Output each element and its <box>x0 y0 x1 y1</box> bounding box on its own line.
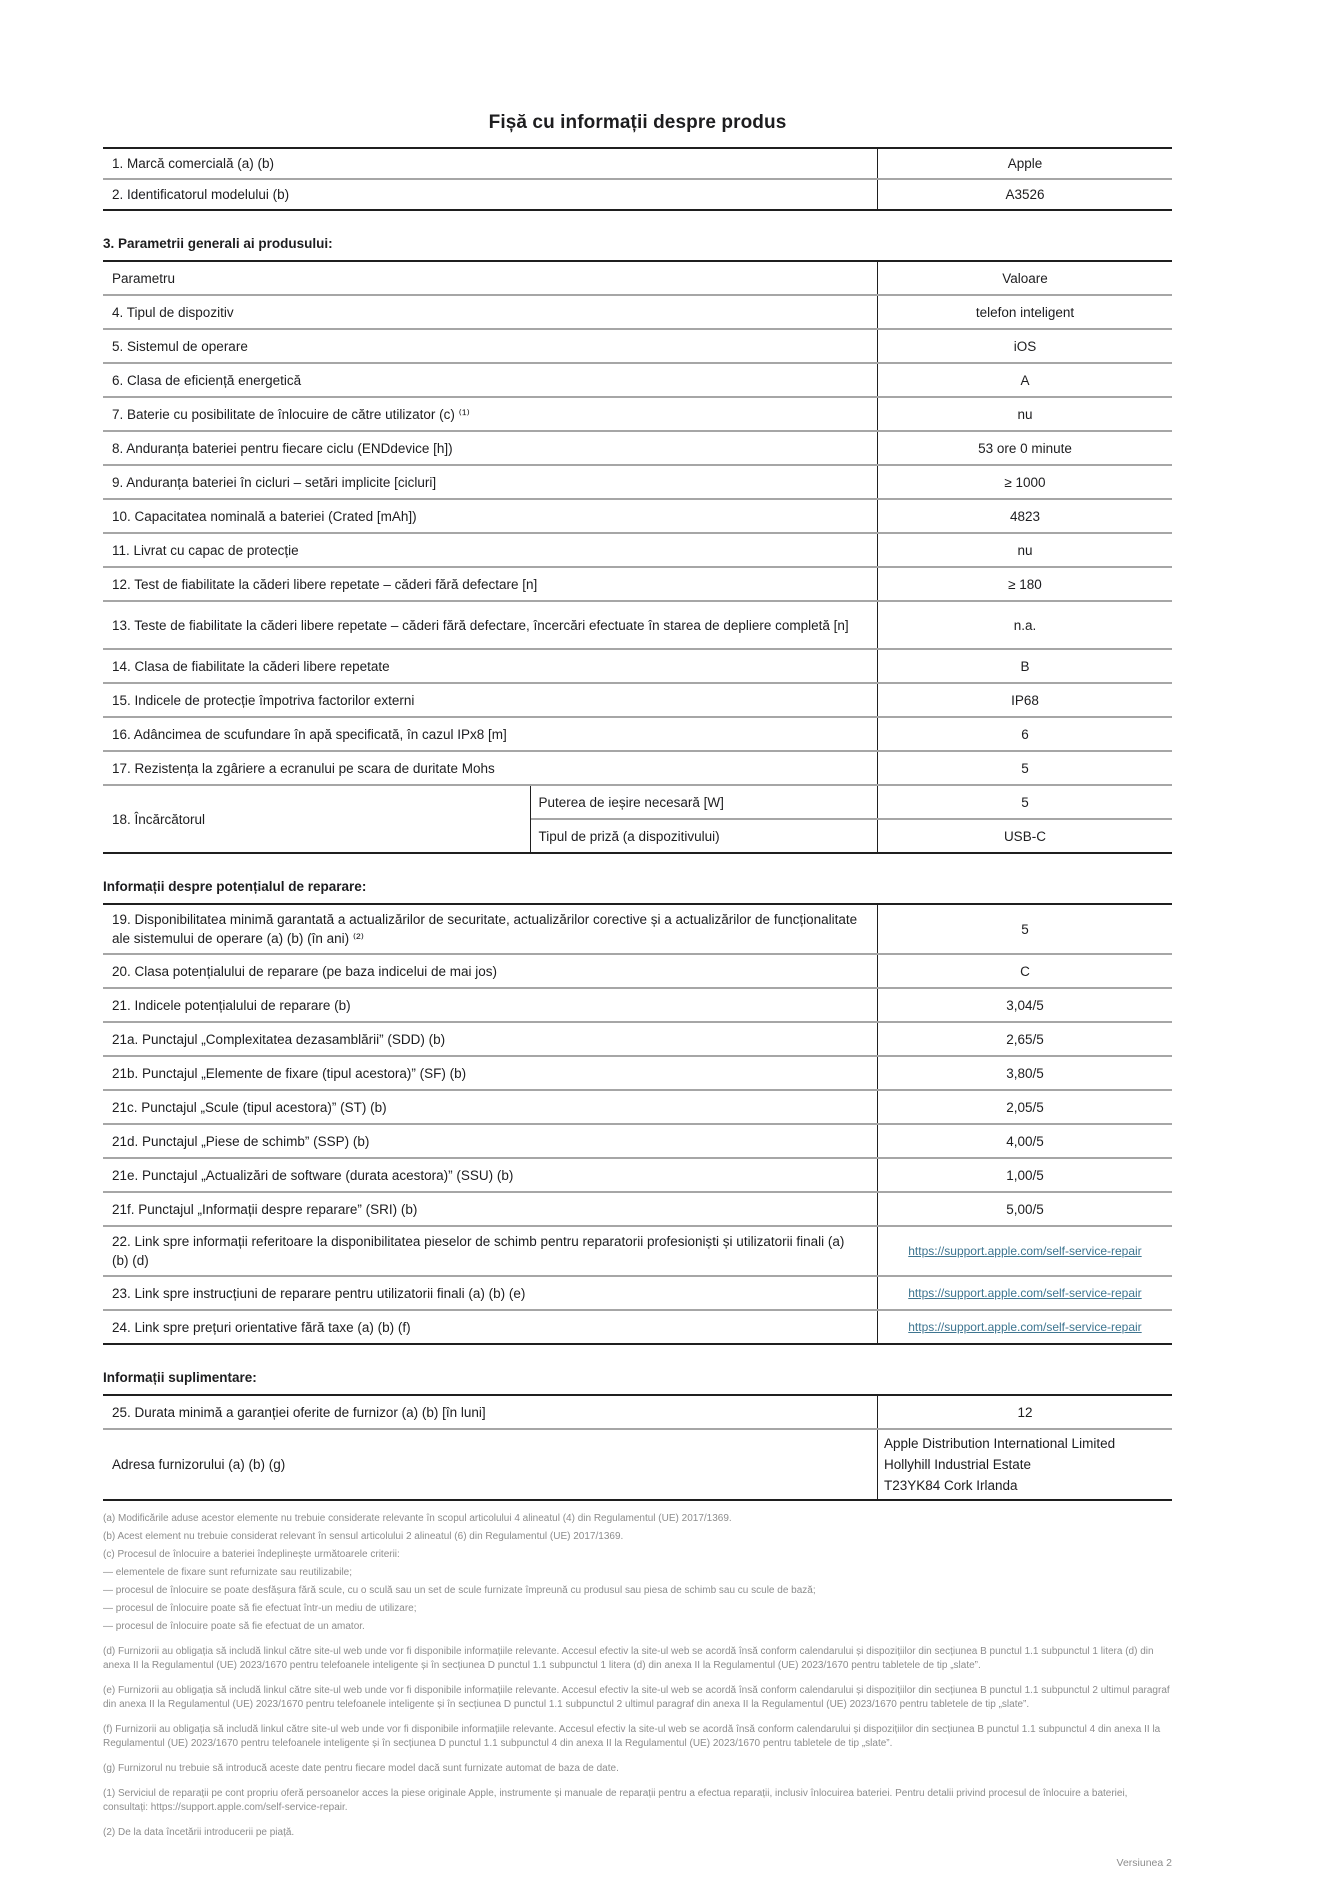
table-row-link <box>103 1309 1172 1343</box>
row-value <box>877 1277 1172 1309</box>
footnote-c-item: — procesul de înlocuire poate să fie efectuat de un amator. <box>103 1621 365 1632</box>
table-row <box>103 149 1172 178</box>
page-title: Fișă cu informații despre produs <box>488 112 787 133</box>
table-row <box>103 987 1172 1021</box>
table-row <box>103 1123 1172 1157</box>
row-value: A3526 <box>877 180 1172 209</box>
footnote-b: (b) Acest element nu trebuie considerat relevant în sensul articolului 2 alineatul (6) din Regulamentul (UE) 2017/1369. <box>103 1531 624 1542</box>
row-value: Apple <box>877 149 1172 178</box>
row-value: nu <box>877 398 1172 430</box>
self-service-repair-link[interactable]: https://support.apple.com/self-service-repair <box>908 1285 1142 1300</box>
row-label: 21c. Punctajul „Scule (tipul acestora)” (ST) (b) <box>112 1099 387 1115</box>
row-value <box>877 1311 1172 1343</box>
version-label: Versiunea 2 <box>1116 1857 1172 1869</box>
row-value: 5 <box>877 752 1172 784</box>
footnote-a: (a) Modificările aduse acestor elemente nu trebuie considerate relevante în scopul articolului 4 alineatul (4) din Regulamentul (UE) 2017/1369. <box>103 1513 732 1524</box>
table-row <box>103 178 1172 209</box>
charger-subrow <box>531 818 1172 852</box>
footnote-g: (g) Furnizorul nu trebuie să introducă aceste date pentru fiecare model dacă sunt furnizate automat de baza de date. <box>103 1763 619 1774</box>
table-row-supplier <box>103 1428 1172 1499</box>
supplier-address <box>877 1430 1172 1499</box>
table-row <box>103 905 1172 953</box>
row-value: 2,05/5 <box>877 1091 1172 1123</box>
table-row <box>103 1055 1172 1089</box>
table-row <box>103 1089 1172 1123</box>
row-label: 21a. Punctajul „Complexitatea dezasamblării” (SDD) (b) <box>112 1031 446 1047</box>
footnote-e: (e) Furnizorii au obligația să includă linkul către site-ul web unde vor fi disponibile informațiile relevante. Accesul efectiv la site-ul web se acordă însă conform calendarului și dispozițiilor din secțiunea B punctul 1.1 subpunctul 2 ultimul paragraf din anexa II la Regulamentul (UE) 2023/1670 pentru telefoanele inteligente și în secțiunea D punctul 1.1 subpunctul 2 ultimul paragraf din anexa II la Regulamentul (UE) 2023/1670 pentru tabletele de tip „slate”. <box>103 1685 1170 1710</box>
table-row-charger <box>103 784 1172 852</box>
row-value: n.a. <box>877 602 1172 648</box>
row-label: 21f. Punctajul „Informații despre reparare” (SRI) (b) <box>112 1201 418 1217</box>
row-value: 1,00/5 <box>877 1159 1172 1191</box>
table-row <box>103 396 1172 430</box>
charger-subtable <box>530 786 1172 852</box>
table-row <box>103 1157 1172 1191</box>
row-label: 16. Adâncimea de scufundare în apă specificată, în cazul IPx8 [m] <box>112 726 507 742</box>
row-label: 20. Clasa potențialului de reparare (pe baza indicelui de mai jos) <box>112 963 497 979</box>
subrow-value: USB-C <box>877 820 1172 852</box>
row-value: ≥ 180 <box>877 568 1172 600</box>
footnote-d: (d) Furnizorii au obligația să includă linkul către site-ul web unde vor fi disponibile informațiile relevante. Accesul efectiv la site-ul web se acordă însă conform calendarului și dispozițiilor din secțiunea B punctul 1.1 subpunctul 1 litera (d) din anexa II la Regulamentul (UE) 2023/1670 pentru telefoanele inteligente și în secțiunea D punctul 1.1 subpunctul 1 litera (d) din anexa II la Regulamentul (UE) 2023/1670 pentru tabletele de tip „slate”. <box>103 1646 1154 1671</box>
row-label: 4. Tipul de dispozitiv <box>112 304 234 320</box>
supplier-address-line: Apple Distribution International Limited <box>883 1436 1116 1451</box>
table-row <box>103 498 1172 532</box>
table-row <box>103 430 1172 464</box>
additional-info-table <box>103 1394 1172 1501</box>
table-header-row <box>103 262 1172 294</box>
table-row <box>103 362 1172 396</box>
row-label: Adresa furnizorului (a) (b) (g) <box>112 1457 286 1472</box>
table-row <box>103 953 1172 987</box>
table-row <box>103 464 1172 498</box>
row-value: A <box>877 364 1172 396</box>
row-label: 8. Anduranța bateriei pentru fiecare ciclu (ENDdevice [h]) <box>112 440 453 456</box>
row-label: 14. Clasa de fiabilitate la căderi libere repetate <box>112 658 390 674</box>
row-label: 9. Anduranța bateriei în cicluri – setări implicite [cicluri] <box>112 474 437 490</box>
table-row <box>103 294 1172 328</box>
row-label: 11. Livrat cu capac de protecție <box>112 542 299 558</box>
supplier-address-line: Hollyhill Industrial Estate <box>883 1457 1032 1472</box>
footnotes <box>103 1512 1172 1840</box>
repairability-table <box>103 903 1172 1345</box>
row-label: 15. Indicele de protecție împotriva factorilor externi <box>112 692 415 708</box>
row-value: 12 <box>877 1396 1172 1428</box>
row-label: 21d. Punctajul „Piese de schimb” (SSP) (b) <box>112 1133 370 1149</box>
section-heading-additional: Informații suplimentare: <box>103 1370 257 1385</box>
row-value: 5,00/5 <box>877 1193 1172 1225</box>
row-label: 13. Teste de fiabilitate la căderi libere repetate – căderi fără defectare, încercări efectuate în starea de depliere completă [n] <box>112 617 849 633</box>
table-row <box>103 716 1172 750</box>
section-heading-repair: Informații despre potențialul de reparare: <box>103 879 367 894</box>
row-label: 21e. Punctajul „Actualizări de software (durata acestora)” (SSU) (b) <box>112 1167 514 1183</box>
subrow-label: Puterea de ieșire necesară [W] <box>538 794 724 810</box>
table-row-link <box>103 1275 1172 1309</box>
table-row <box>103 1191 1172 1225</box>
table-row-link <box>103 1225 1172 1275</box>
row-label: 1. Marcă comercială (a) (b) <box>112 156 275 171</box>
column-header-param: Parametru <box>112 270 176 286</box>
table-row <box>103 600 1172 648</box>
row-label: 24. Link spre prețuri orientative fără taxe (a) (b) (f) <box>112 1319 411 1335</box>
table-row <box>103 682 1172 716</box>
document-content <box>103 112 1172 1869</box>
supplier-address-line: T23YK84 Cork Irlanda <box>883 1478 1018 1493</box>
row-label: 7. Baterie cu posibilitate de înlocuire de către utilizator (c) ⁽¹⁾ <box>112 406 470 422</box>
row-value: telefon inteligent <box>877 296 1172 328</box>
row-value: 3,04/5 <box>877 989 1172 1021</box>
footnote-c-item: — procesul de înlocuire se poate desfășura fără scule, cu o sculă sau un set de scule furnizate împreună cu produsul sau piesa de schimb sau cu scule de bază; <box>103 1585 816 1596</box>
row-label: 25. Durata minimă a garanției oferite de furnizor (a) (b) [în luni] <box>112 1404 486 1420</box>
row-label: 17. Rezistența la zgâriere a ecranului pe scara de duritate Mohs <box>112 760 495 776</box>
row-value: nu <box>877 534 1172 566</box>
self-service-repair-link[interactable]: https://support.apple.com/self-service-repair <box>908 1319 1142 1334</box>
row-value: 4,00/5 <box>877 1125 1172 1157</box>
row-label: 5. Sistemul de operare <box>112 338 248 354</box>
table-row <box>103 566 1172 600</box>
brand-model-table <box>103 147 1172 211</box>
row-label: 21b. Punctajul „Elemente de fixare (tipul acestora)” (SF) (b) <box>112 1065 467 1081</box>
row-value: 4823 <box>877 500 1172 532</box>
row-label: 22. Link spre informații referitoare la disponibilitatea pieselor de schimb pentru reparatorii profesioniști și utilizatorii finali (a) (b) (d) <box>112 1234 845 1268</box>
row-label: 21. Indicele potențialului de reparare (b) <box>112 997 351 1013</box>
row-value: IP68 <box>877 684 1172 716</box>
footnote-c: (c) Procesul de înlocuire a bateriei îndeplinește următoarele criterii: <box>103 1549 400 1560</box>
row-label: 18. Încărcătorul <box>112 811 206 827</box>
footnote-f: (f) Furnizorii au obligația să includă linkul către site-ul web unde vor fi disponibile informațiile relevante. Accesul efectiv la site-ul web se acordă însă conform calendarului și dispozițiilor din secțiunea B punctul 1.1 subpunctul 4 din anexa II la Regulamentul (UE) 2023/1670 pentru telefoanele inteligente și în secțiunea D punctul 1.1 subpunctul 4 din anexa II la Regulamentul (UE) 2023/1670 pentru tabletele de tip „slate”. <box>103 1724 1161 1749</box>
section-heading-general: 3. Parametrii generali ai produsului: <box>103 236 333 251</box>
row-label: 12. Test de fiabilitate la căderi libere repetate – căderi fără defectare [n] <box>112 576 538 592</box>
row-value: 6 <box>877 718 1172 750</box>
row-label: 2. Identificatorul modelului (b) <box>112 187 290 202</box>
general-parameters-table <box>103 260 1172 854</box>
table-row <box>103 1021 1172 1055</box>
row-label: 23. Link spre instrucțiuni de reparare pentru utilizatorii finali (a) (b) (e) <box>112 1285 526 1301</box>
row-value: iOS <box>877 330 1172 362</box>
row-label: 6. Clasa de eficiență energetică <box>112 372 302 388</box>
row-value: 2,65/5 <box>877 1023 1172 1055</box>
subrow-value: 5 <box>877 786 1172 818</box>
row-value: ≥ 1000 <box>877 466 1172 498</box>
row-value: 53 ore 0 minute <box>877 432 1172 464</box>
self-service-repair-link[interactable]: https://support.apple.com/self-service-repair <box>908 1243 1142 1258</box>
footnote-c-item: — procesul de înlocuire poate să fie efectuat într-un mediu de utilizare; <box>103 1603 417 1614</box>
row-label: 10. Capacitatea nominală a bateriei (Crated [mAh]) <box>112 508 417 524</box>
charger-subrow <box>531 786 1172 818</box>
row-value <box>877 1227 1172 1275</box>
row-value: 5 <box>877 905 1172 953</box>
table-row <box>103 1396 1172 1428</box>
column-header-value: Valoare <box>877 262 1172 294</box>
subrow-label: Tipul de priză (a dispozitivului) <box>538 828 720 844</box>
table-row <box>103 532 1172 566</box>
table-row <box>103 648 1172 682</box>
footnote-2: (2) De la data încetării introducerii pe piață. <box>103 1827 295 1838</box>
supplier-address-lines <box>884 1433 1115 1496</box>
row-value: B <box>877 650 1172 682</box>
table-row <box>103 750 1172 784</box>
footnote-1: (1) Serviciul de reparații pe cont propriu oferă persoanelor acces la piese originale Apple, instrumente și manuale de reparații pentru a efectua reparații, inclusiv înlocuirea bateriei. Pentru detalii privind procesul de înlocuire a bateriei, consultați: https://support.apple.com/self-service-repair. <box>103 1788 1128 1813</box>
row-value: 3,80/5 <box>877 1057 1172 1089</box>
table-row <box>103 328 1172 362</box>
footnote-c-item: — elementele de fixare sunt refurnizate sau reutilizabile; <box>103 1567 353 1578</box>
row-value: C <box>877 955 1172 987</box>
row-label: 19. Disponibilitatea minimă garantată a actualizărilor de securitate, actualizărilor corective și a actualizărilor de funcționalitate ale sistemului de operare (a) (b) (în ani) ⁽²⁾ <box>112 912 858 946</box>
